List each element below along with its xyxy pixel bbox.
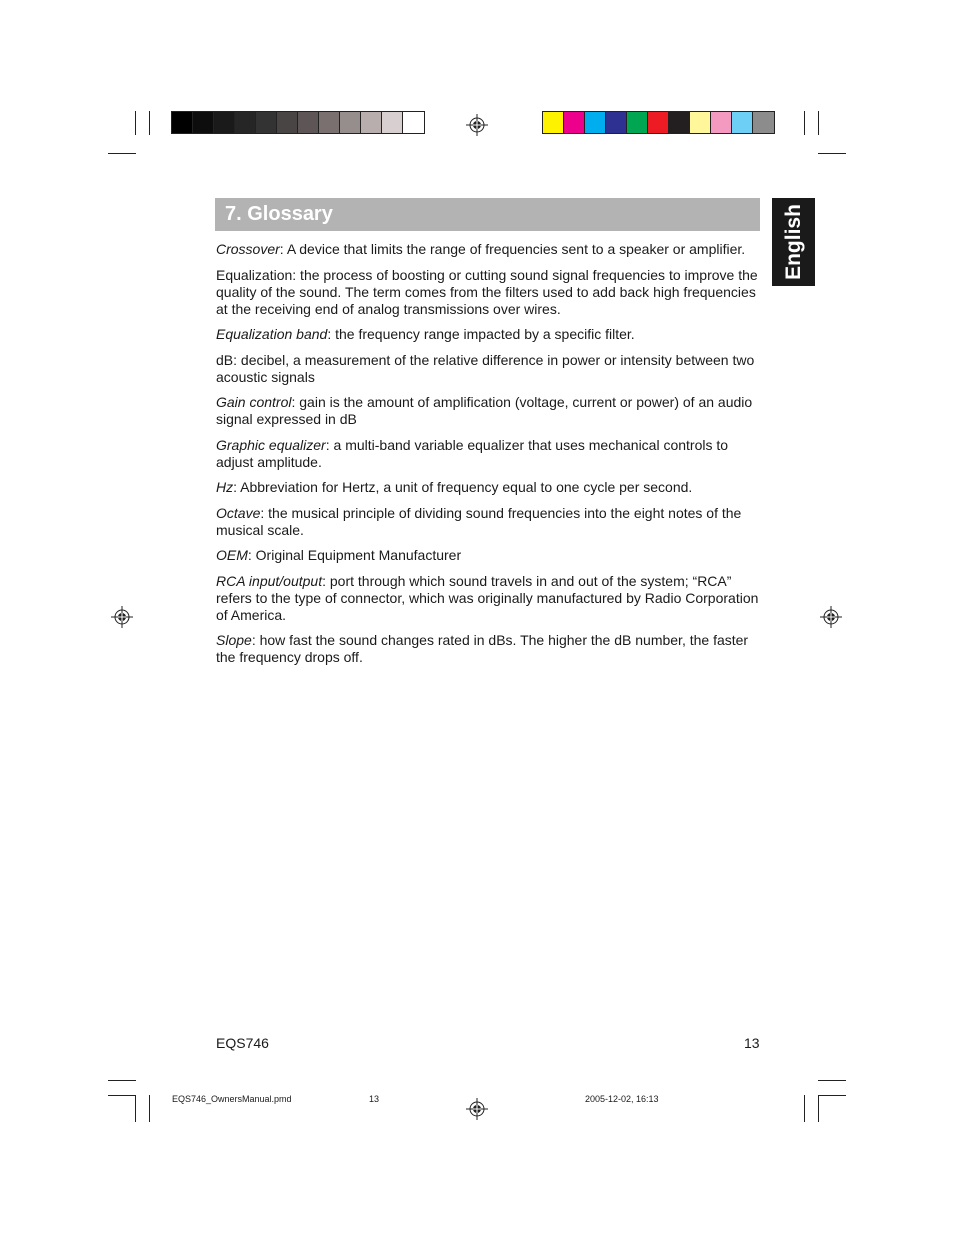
glossary-entry	[216, 573, 761, 624]
glossary-entry	[216, 505, 761, 539]
glossary-separator: :	[247, 547, 256, 563]
crop-mark	[135, 111, 136, 135]
color-swatch	[403, 112, 424, 133]
color-swatch	[711, 112, 732, 133]
process-color-bar	[542, 111, 775, 134]
crop-mark	[804, 1095, 805, 1122]
color-swatch	[172, 112, 193, 133]
glossary-term: Octave	[216, 504, 261, 521]
color-swatch	[235, 112, 256, 133]
glossary-separator: :	[251, 632, 260, 648]
color-swatch	[690, 112, 711, 133]
color-swatch	[361, 112, 382, 133]
glossary-definition: a multi-band variable equalizer that uses mechanical controls to adjust amplitude.	[216, 436, 729, 470]
glossary-term: Gain control	[216, 394, 292, 410]
color-swatch	[564, 112, 585, 133]
slug-page: 13	[369, 1094, 380, 1104]
glossary-definition: dB: decibel, a measurement of the relative difference in power or intensity between two acoustic signals	[216, 351, 755, 385]
glossary-entry	[216, 394, 761, 428]
glossary-term: Graphic equalizer	[216, 436, 326, 453]
registration-target-icon	[466, 114, 488, 136]
glossary-definition: A device that limits the range of frequencies sent to a speaker or amplifier.	[286, 241, 746, 257]
slug-filename: EQS746_OwnersManual.pmd	[172, 1094, 292, 1104]
slug-timestamp: 2005-12-02, 16:13	[585, 1094, 659, 1104]
glossary-entry	[216, 326, 761, 343]
glossary-separator: :	[260, 504, 269, 521]
glossary-separator: :	[322, 572, 330, 589]
glossary-term: RCA input/output	[216, 572, 323, 589]
glossary-definition: Equalization: the process of boosting or cutting sound signal frequencies to improve the quality of the sound. The term comes from the filters used to add back high frequencies at the receiving end of analog transmissions over wires.	[216, 266, 758, 317]
glossary-term: Slope	[216, 632, 252, 648]
glossary-entry	[216, 547, 761, 564]
crop-mark	[818, 1080, 846, 1081]
glossary-term: Hz	[216, 479, 234, 495]
crop-mark	[149, 111, 150, 135]
glossary-entry	[216, 479, 761, 496]
color-swatch	[214, 112, 235, 133]
glossary-separator: :	[233, 479, 241, 495]
glossary-entry	[216, 352, 761, 386]
footer-page-number: 13	[744, 1035, 760, 1051]
glossary-definition: how fast the sound changes rated in dBs. The higher the dB number, the faster the frequency drops off.	[216, 632, 749, 665]
color-swatch	[669, 112, 690, 133]
glossary-definition: Abbreviation for Hertz, a unit of frequency equal to one cycle per second.	[240, 479, 693, 495]
glossary-definition: gain is the amount of amplification (voltage, current or power) of an audio signal expressed in dB	[216, 394, 753, 427]
glossary-separator: :	[325, 436, 334, 453]
color-swatch	[543, 112, 564, 133]
section-title-bar	[215, 198, 760, 231]
glossary-entry	[216, 437, 761, 471]
color-swatch	[648, 112, 669, 133]
color-swatch	[753, 112, 774, 133]
crop-mark	[149, 1095, 150, 1122]
glossary-definition: the frequency range impacted by a specific filter.	[335, 326, 635, 342]
color-swatch	[606, 112, 627, 133]
page-title: 7. Glossary	[225, 203, 333, 225]
color-swatch	[298, 112, 319, 133]
color-swatch	[277, 112, 298, 133]
grayscale-color-bar	[171, 111, 425, 134]
crop-mark	[818, 153, 846, 154]
glossary-separator: :	[291, 394, 300, 410]
glossary-term: OEM	[216, 547, 248, 563]
color-swatch	[193, 112, 214, 133]
color-swatch	[732, 112, 753, 133]
crop-mark	[108, 1095, 136, 1096]
glossary-definition: port through which sound travels in and out of the system; “RCA” refers to the type of connector, which was originally manufactured by Radio Corporation of America.	[216, 572, 759, 623]
crop-mark	[818, 111, 819, 135]
glossary-definition: Original Equipment Manufacturer	[255, 547, 462, 563]
glossary-term: Crossover	[216, 241, 280, 257]
glossary-entry	[216, 267, 761, 318]
registration-target-icon	[466, 1098, 488, 1120]
crop-mark	[818, 1095, 819, 1122]
color-swatch	[585, 112, 606, 133]
glossary-list	[216, 241, 761, 675]
color-swatch	[340, 112, 361, 133]
color-swatch	[382, 112, 403, 133]
glossary-separator: :	[279, 241, 287, 257]
crop-mark	[108, 153, 136, 154]
glossary-entry	[216, 241, 761, 258]
language-tab-label: English	[781, 204, 805, 280]
crop-mark	[818, 1095, 846, 1096]
glossary-definition: the musical principle of dividing sound frequencies into the eight notes of the musical scale.	[216, 504, 742, 538]
color-swatch	[256, 112, 277, 133]
glossary-separator: :	[327, 326, 336, 342]
color-swatch	[319, 112, 340, 133]
color-swatch	[627, 112, 648, 133]
glossary-entry	[216, 632, 761, 666]
registration-target-icon	[111, 606, 133, 628]
crop-mark	[135, 1095, 136, 1122]
registration-target-icon	[820, 606, 842, 628]
crop-mark	[108, 1080, 136, 1081]
glossary-term: Equalization band	[216, 326, 328, 342]
crop-mark	[804, 111, 805, 135]
language-tab	[772, 198, 815, 286]
footer-model: EQS746	[216, 1035, 269, 1051]
